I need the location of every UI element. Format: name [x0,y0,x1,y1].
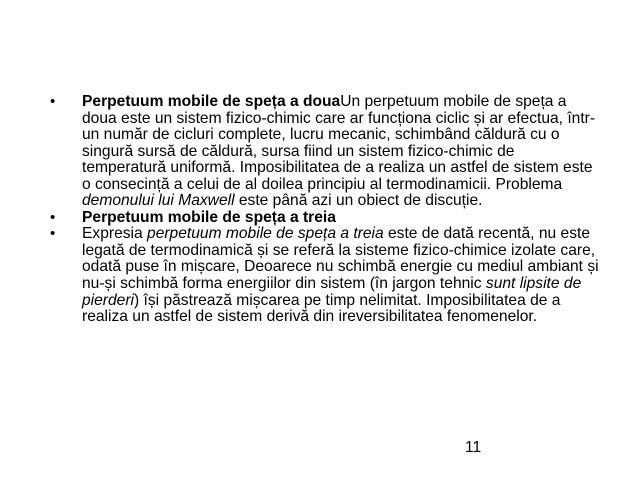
bullet-icon: • [50,225,56,243]
bullet-item-third-kind-text [50,226,600,325]
bullet-item-third-kind-heading [50,210,600,227]
bullet-text: ) își păstrează mișcarea pe timp nelimitat. Imposibilitatea de a realiza un astfel de sistem derivă din ireversibilitatea fenomenelor. [82,291,561,326]
page-number: 11 [465,439,482,456]
bullet-icon: • [50,93,56,110]
bullet-text: este până azi un obiect de discuție. [234,192,483,210]
bullet-emphasis-lossless: sunt lipsite de pierderi [82,275,582,309]
bullet-emphasis-maxwell-demon: demonului lui Maxwell [82,192,235,210]
bullet-text: Expresia [82,225,148,243]
bullet-emphasis-third-kind: perpetuum mobile de speța a treia [147,225,384,243]
bullet-list [50,94,600,326]
bullet-heading-second-kind: Perpetuum mobile de speța a doua [82,93,341,110]
bullet-text: Un perpetuum mobile de speța a doua este un sistem fizico-chimic care ar funcționa ciclic și ar efectua, într-un număr de cicluri complete, lucru mecanic, schimbând căldură cu o singură sursă de căldură, sursa fiind un sistem fizico-chimic de temperatură uniformă. Imposibilitatea de a realiza un astfel de sistem este o consecință a celui de al doilea principiu al termodinamicii. Problema [82,93,596,193]
bullet-icon: • [50,208,56,226]
bullet-text: este de dată recentă, nu este legată de termodinamică și se referă la sisteme fizico-chimice izolate care, odată puse în mișcare, Deoarece nu schimbă energie cu mediul ambiant și nu-și schimbă forma energiilor din sistem (în jargon tehnic [82,225,599,293]
bullet-item-second-kind [50,94,600,210]
bullet-heading-third-kind: Perpetuum mobile de speța a treia [82,208,336,226]
